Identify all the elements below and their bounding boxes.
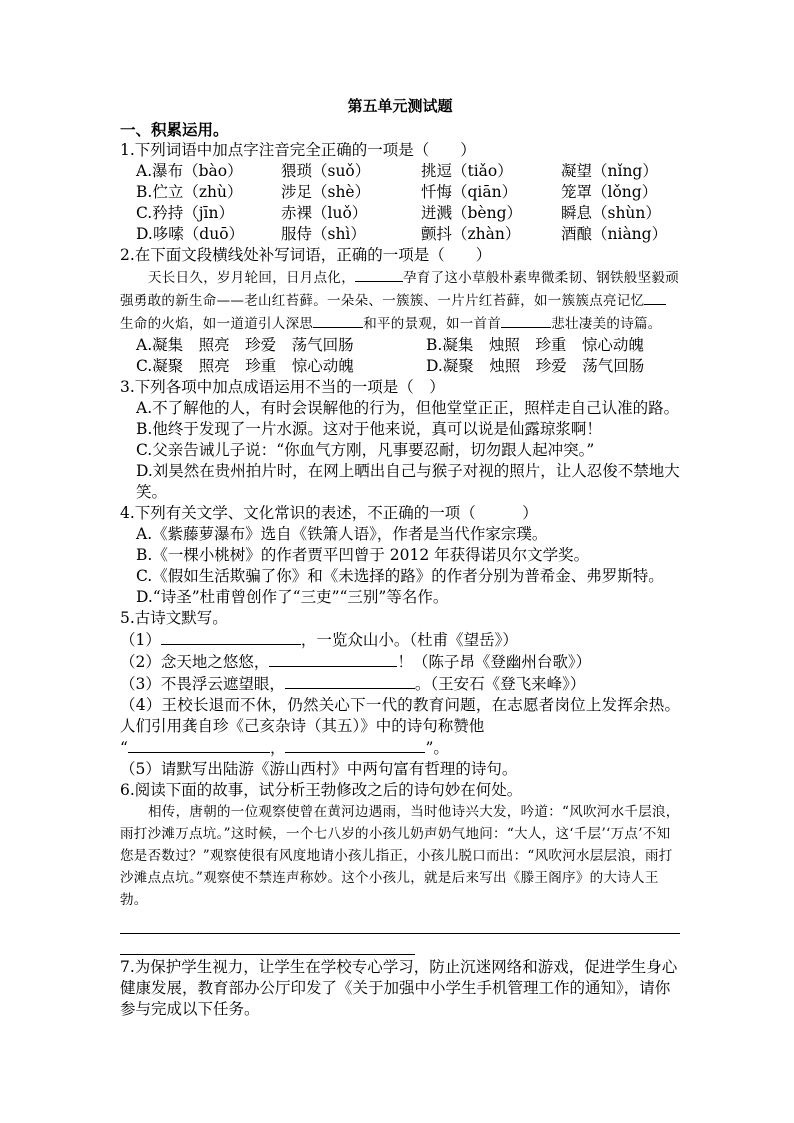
- option: D.“诗圣”杜甫曾创作了“三吏”“三别”等名作。: [136, 588, 449, 606]
- quote-mark: “: [120, 739, 128, 757]
- option: C.《假如生活欺骗了你》和《未选择的路》的作者分别为普希金、弗罗斯特。: [136, 567, 664, 585]
- option-cell: A.瀑布（bào）: [136, 162, 243, 180]
- option: B.凝集 烛照 珍重 惊心动魄: [426, 336, 644, 354]
- option-cell: 迸溅（bèng）: [421, 204, 523, 222]
- fill-blank[interactable]: [644, 289, 666, 305]
- option-cell: D.哆嗦（duō）: [136, 225, 245, 243]
- poem-line-4-blanks: [120, 737, 680, 759]
- passage-text: 孕育了这小草般朴素卑微柔韧、钢铁般坚毅顽强勇敢的新生命——老山红苔藓。一朵朵、一簇簇、一片片红苔藓，如一簇簇点亮记忆: [120, 270, 679, 309]
- quote-mark: ”。: [425, 739, 449, 757]
- fill-blank[interactable]: [285, 673, 415, 689]
- option: A.《紫藤萝瀑布》选自《铁箫人语》，作者是当代作家宗璞。: [136, 525, 548, 543]
- question-1-options: [120, 161, 680, 245]
- fill-blank[interactable]: [285, 737, 425, 753]
- option: B.《一棵小桃树》的作者贾平凹曾于 2012 年获得诺贝尔文学奖。: [136, 546, 590, 564]
- question-1-stem: 1.下列词语中加点字注音完全正确的一项是（ ）: [120, 141, 476, 159]
- line-suffix: ！（陈子昂《登幽州台歌》）: [397, 653, 592, 671]
- option-cell: 瞬息（shùn）: [561, 204, 661, 222]
- option-cell: 颤抖（zhàn）: [421, 225, 521, 243]
- fill-blank[interactable]: [128, 737, 270, 753]
- option-cell: 酒酿（niàng）: [561, 225, 668, 243]
- fill-blank[interactable]: [313, 312, 363, 328]
- line-suffix: ，一览众山小。（杜甫《望岳》）: [300, 631, 518, 649]
- option-cell: 赤裸（luǒ）: [281, 204, 368, 222]
- section-heading: 一、积累运用。: [120, 120, 229, 139]
- fill-blank[interactable]: [355, 266, 403, 282]
- fill-blank[interactable]: [269, 651, 397, 667]
- question-4-stem: 4.下列有关文学、文化常识的表述，不正确的一项（ ）: [120, 504, 538, 522]
- option: D.凝聚 烛照 珍爱 荡气回肠: [426, 357, 645, 375]
- question-5-stem: 5.古诗文默写。: [120, 609, 228, 627]
- option: A.凝集 照亮 珍爱 荡气回肠: [136, 336, 354, 354]
- option-cell: B.伫立（zhù）: [136, 183, 243, 201]
- worksheet-page: [120, 96, 680, 1020]
- passage-text: 悲壮凄美的诗篇。: [551, 316, 662, 332]
- option-cell: C.矜持（jīn）: [136, 204, 234, 222]
- answer-line[interactable]: [120, 911, 680, 934]
- option-cell: 挑逗（tiǎo）: [421, 162, 513, 180]
- question-3-stem: 3.下列各项中加点成语运用不当的一项是（ ）: [120, 378, 445, 396]
- option: D.刘昊然在贵州拍片时，在网上晒出自己与猴子对视的照片，让人忍俊不禁地大笑。: [136, 462, 680, 501]
- option-cell: 凝望（nǐng）: [561, 162, 658, 180]
- option-cell: 笼罩（lǒng）: [561, 183, 658, 201]
- line-prefix: （3）不畏浮云遮望眼，: [120, 675, 285, 693]
- line-prefix: （2）念天地之悠悠，: [120, 653, 270, 671]
- option-cell: 忏悔（qiān）: [421, 183, 518, 201]
- question-2-stem: 2.在下面文段横线处补写词语，正确的一项是（ ）: [120, 246, 492, 264]
- fill-blank[interactable]: [161, 629, 301, 645]
- page-title: 第五单元测试题: [347, 97, 453, 115]
- poem-line-3: [120, 673, 680, 695]
- poem-line-5: （5）请默写出陆游《游山西村》中两句富有哲理的诗句。: [120, 760, 518, 778]
- question-6-story: 相传，唐朝的一位观察使曾在黄河边遇雨，当时他诗兴大发，吟道：“风吹河水千层浪，雨打沙滩万点坑。”这时候，一个七八岁的小孩儿奶声奶气地问：“大人，这‘千层’‘万点’不知您是否数过？”观察使很有风度地请小孩儿指正，小孩儿脱口而出：“风吹河水层层浪，雨打沙滩点点坑。”观察使不禁连声称妙。这个小孩儿，就是后来写出《滕王阁序》的大诗人王勃。: [120, 804, 680, 908]
- line-prefix: （1）: [120, 631, 161, 649]
- poem-line-2: [120, 651, 680, 673]
- option-cell: 猥琐（suǒ）: [281, 162, 371, 180]
- poem-line-4: （4）王校长退而不休，仍然关心下一代的教育问题，在志愿者岗位上发挥余热。人们引用龚自珍《己亥杂诗（其五）》中的诗句称赞他: [120, 696, 680, 735]
- option: C.父亲告诫儿子说：“你血气方刚，凡事要忍耐，切勿跟人起冲突。”: [136, 441, 595, 459]
- passage-text: 天长日久，岁月轮回，日月点化，: [148, 270, 355, 286]
- passage-text: 和平的景观，如一首首: [363, 316, 502, 332]
- passage-text: 生命的火焰，如一道道引人深思: [120, 316, 314, 332]
- option-cell: 涉足（shè）: [281, 183, 371, 201]
- fill-blank[interactable]: [501, 312, 551, 328]
- question-7-stem: 7.为保护学生视力，让学生在学校专心学习，防止沉迷网络和游戏，促进学生身心健康发展，教育部办公厅印发了《关于加强中小学生手机管理工作的通知》，请你参与完成以下任务。: [120, 958, 678, 1018]
- option-cell: 服侍（shì）: [281, 225, 366, 243]
- line-suffix: 。（王安石《登飞来峰》）: [414, 675, 586, 693]
- option: B.他终于发现了一片水源。这对于他来说，真可以说是仙露琼浆啊！: [136, 420, 602, 438]
- answer-line[interactable]: [120, 934, 415, 955]
- poem-line-1: [120, 629, 680, 651]
- option: A.不了解他的人，有时会误解他的行为，但他堂堂正正，照样走自己认准的路。: [136, 399, 680, 417]
- question-6-stem: 6.阅读下面的故事，试分析王勃修改之后的诗句妙在何处。: [120, 781, 523, 799]
- question-2-passage: [120, 266, 680, 335]
- comma: ，: [269, 739, 286, 757]
- option: C.凝聚 照亮 珍重 惊心动魄: [136, 357, 354, 375]
- question-2-options: [120, 335, 680, 377]
